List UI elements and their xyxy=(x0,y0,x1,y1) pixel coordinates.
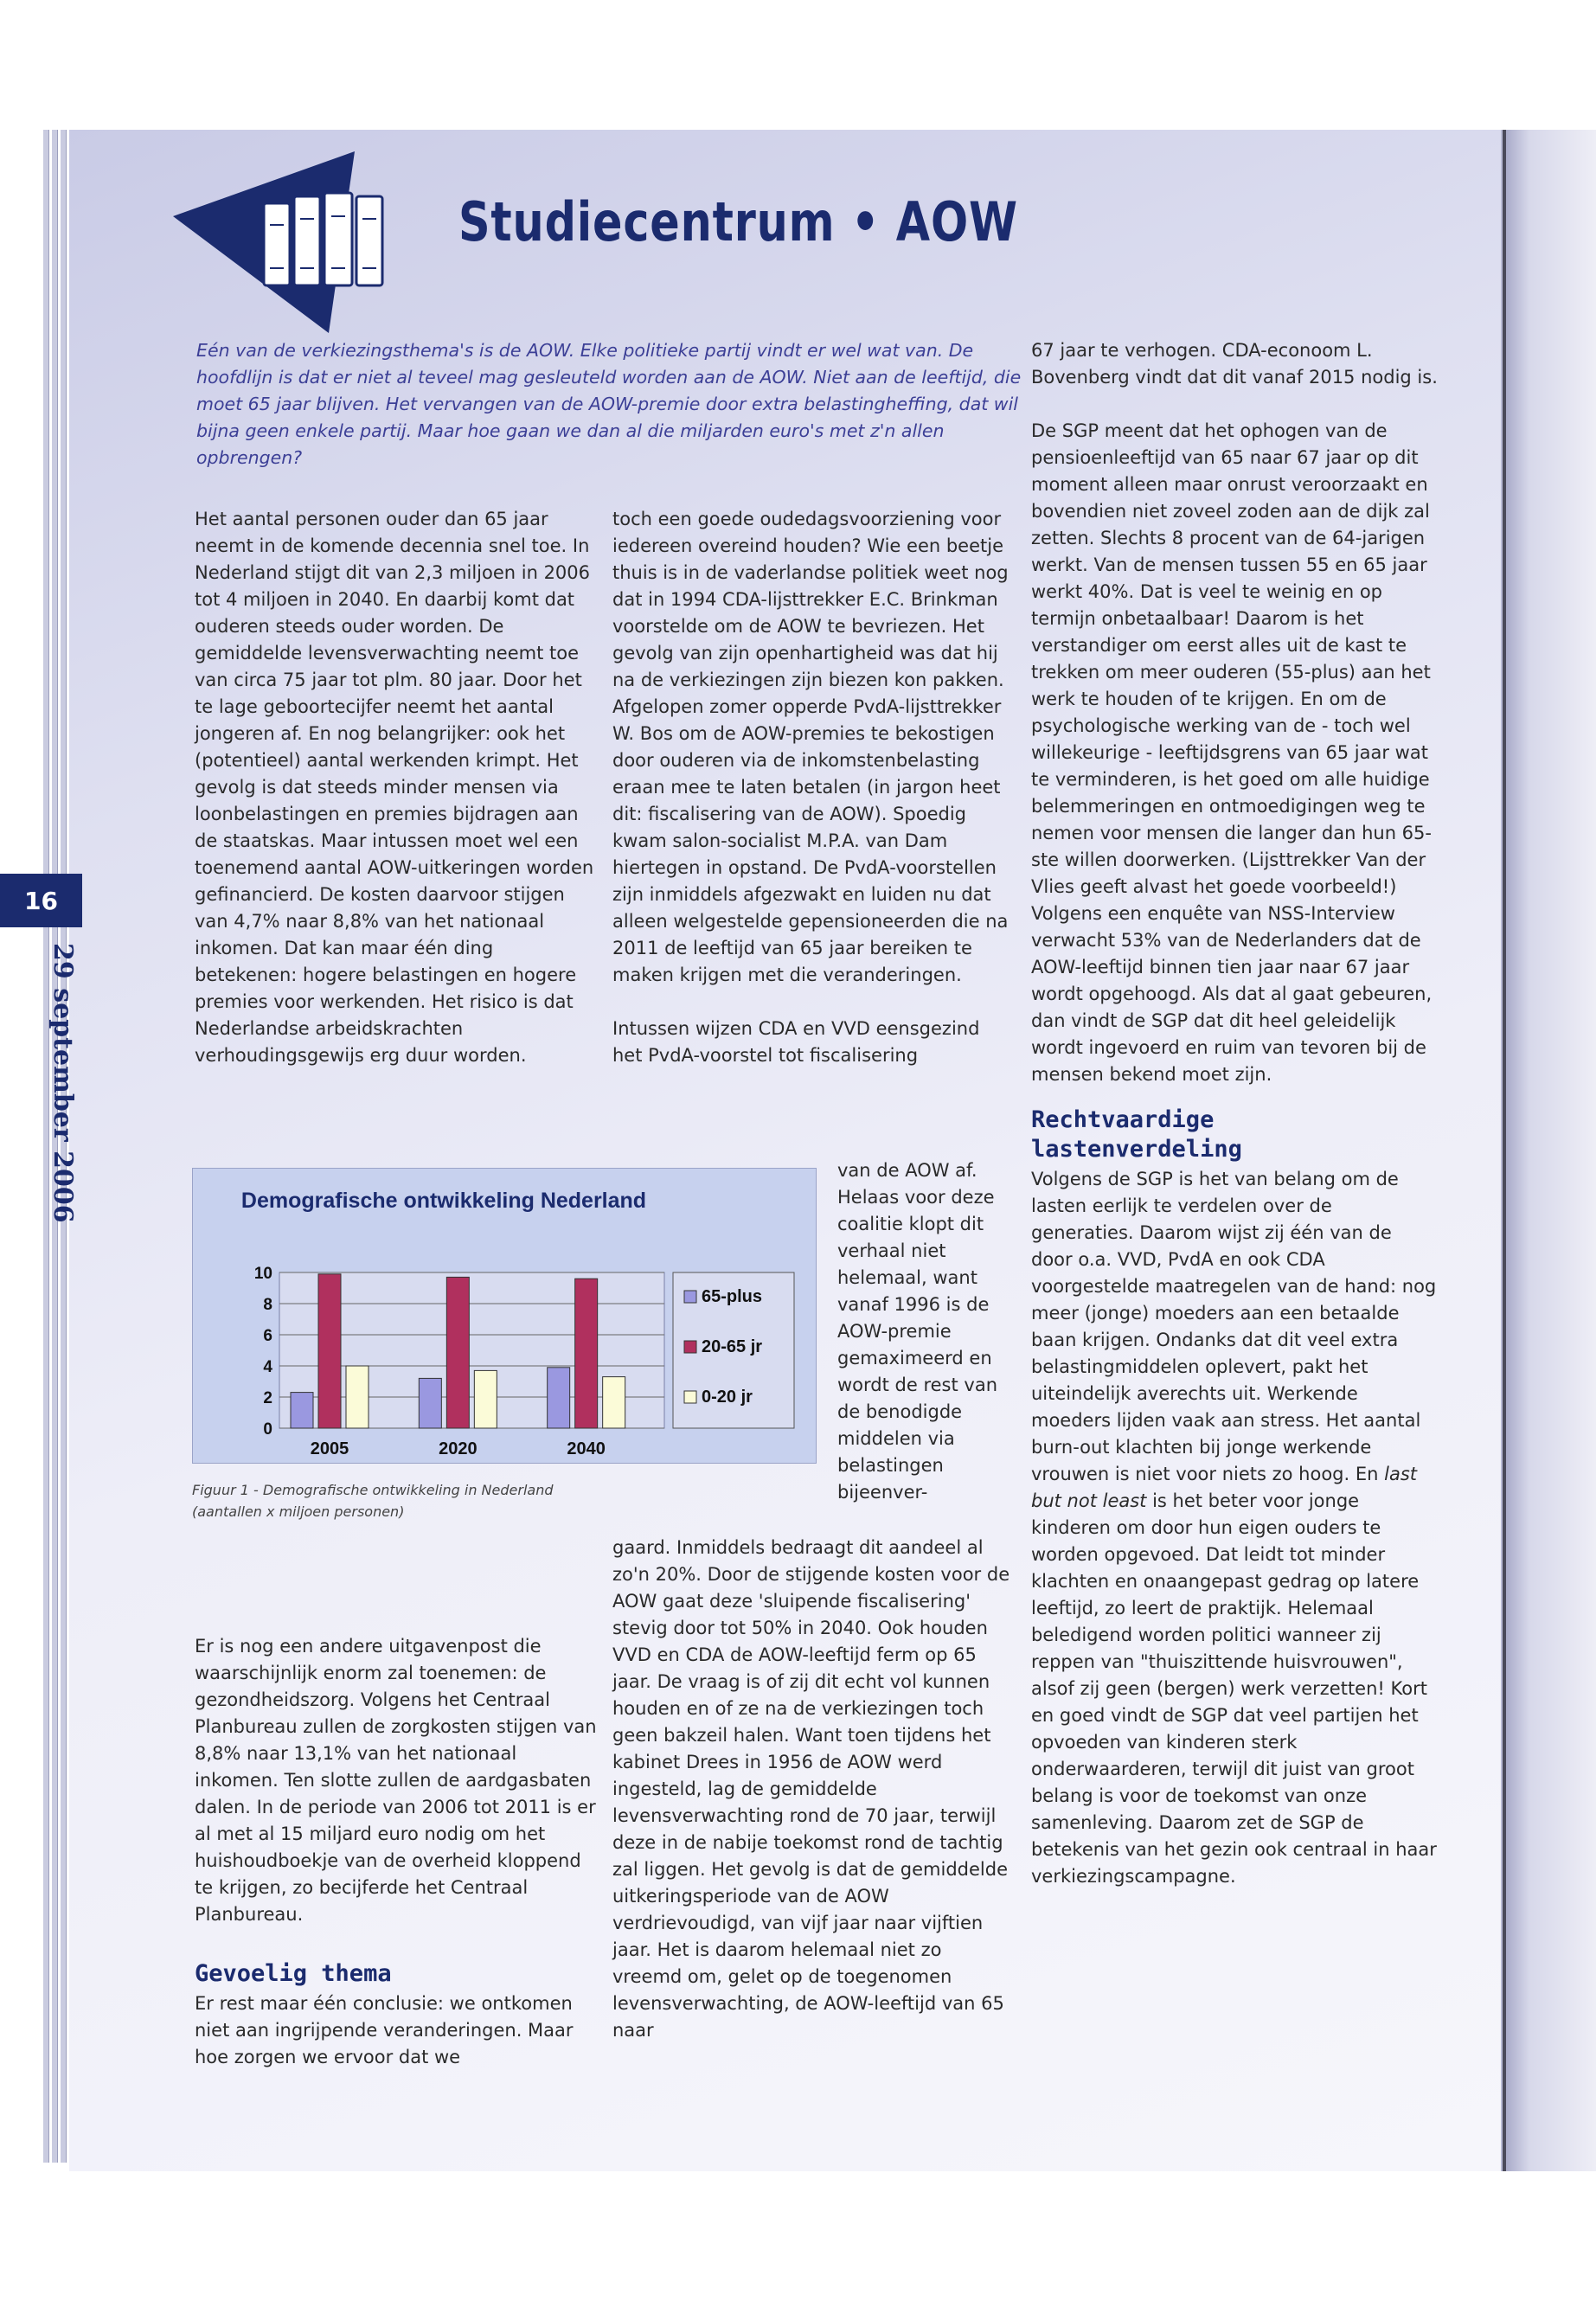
column-2-paragraph: van de AOW af. Helaas voor deze coalitie klopt dit verhaal niet helemaal, want vanaf 1996 is de AOW-premie gemaximeerd en wordt de rest van de benodigde middelen via belastingen bijeenver- xyxy=(837,1160,998,1503)
y-tick-label: 8 xyxy=(263,1296,272,1314)
y-tick-label: 0 xyxy=(263,1420,272,1439)
bar xyxy=(548,1368,570,1428)
intro-paragraph: Eén van de verkiezingsthema's is de AOW. Elke politieke partij vindt er wel wat van. De hoofdlijn is dat er niet al teveel mag gesleuteld worden aan de AOW. Niet aan de leeftijd, die moet 65 jaar blijven. Het vervangen van de AOW-premie door extra belastingheffing, dat wil bijna geen enkele partij. Maar hoe gaan we dan al die miljarden euro's met z'n allen opbrengen? xyxy=(196,340,1022,468)
text-run: is het beter voor jonge kinderen om door hun eigen ouders te worden opgevoed. Dat leidt tot minder klachten en onaangepast gedrag op latere leeftijd, zo leert de praktijk. Helemaal beledigend worden politici wanneer zij reppen van "thuiszittende huisvrouwen", alsof zij geen (bergen) werk verzetten! Kort en goed vindt de SGP dat veel partijen het opvoeden van kinderen sterk onderwaarderen, terwijl dit juist van groot belang is voor de toekomst van onze samenleving. Daarom zet de SGP de betekenis van het gezin ook centraal in haar verkiezingscampagne. xyxy=(1031,1490,1437,1887)
y-tick-label: 2 xyxy=(263,1389,272,1407)
column-1-lower xyxy=(195,1633,597,2071)
column-1-paragraph: Er rest maar één conclusie: we ontkomen niet aan ingrijpende veranderingen. Maar hoe zorgen we ervoor dat we xyxy=(195,1993,574,2067)
chart-title: Demografische ontwikkeling Nederland xyxy=(240,1189,647,1213)
bar xyxy=(419,1378,441,1428)
chart-canvas xyxy=(193,1169,816,1463)
legend-label: 65-plus xyxy=(702,1287,763,1306)
figure-caption: Figuur 1 - Demografische ontwikkeling in Nederland (aantallen x miljoen personen) xyxy=(192,1482,554,1520)
binding-shadow xyxy=(1501,130,1596,2171)
column-2-paragraph: Intussen wijzen CDA en VVD eensgezind het PvdA-voorstel tot fiscalisering xyxy=(612,1018,980,1066)
x-tick-label: 2005 xyxy=(310,1439,349,1458)
column-1-paragraph: Het aantal personen ouder dan 65 jaar neemt in de komende decennia snel toe. In Nederland stijgt dit van 2,3 miljoen in 2006 tot 4 miljoen in 2040. En daarbij komt dat ouderen steeds ouder worden. De gemiddelde levensverwachting neemt toe van circa 75 jaar tot plm. 80 jaar. Door het te lage geboortecijfer neemt het aantal jongeren af. En nog belangrijker: ook het (potentieel) aantal werkenden krimpt. Het gevolg is dat steeds minder mensen via loonbelastingen en premies bijdragen aan de staatskas. Maar intussen moet wel een toenemend aantal AOW-uitkeringen worden gefinancierd. De kosten daarvoor stijgen van 4,7% naar 8,8% van het nationaal inkomen. Dat kan maar één ding betekenen: hogere belastingen en hogere premies voor werkenden. Het risico is dat Nederlandse arbeidskrachten verhoudingsgewijs erg duur worden. xyxy=(195,509,594,1066)
issue-date-text: 29 september 2006 xyxy=(48,943,78,1223)
y-tick-label: 4 xyxy=(263,1358,272,1376)
binding-line xyxy=(1503,130,1506,2171)
demographics-chart xyxy=(192,1168,817,1464)
column-3-paragraph xyxy=(1031,1166,1438,1890)
x-tick-label: 2020 xyxy=(439,1439,478,1458)
column-2-lower xyxy=(612,1535,1015,2044)
page-title: Studiecentrum • AOW xyxy=(458,190,1018,253)
column-1 xyxy=(195,506,597,1069)
legend-swatch xyxy=(684,1291,696,1303)
y-tick-label: 10 xyxy=(253,1265,272,1283)
bar xyxy=(575,1279,598,1428)
bar xyxy=(474,1370,497,1428)
column-3-paragraph: De SGP meent dat het ophogen van de pensioenleeftijd van 65 naar 67 jaar op dit moment alleen maar onrust veroorzaakt en bovendien niet zoveel zoden aan de dijk zal zetten. Slechts 8 procent van de 64-jarigen werkt. Van de mensen tussen 55 en 65 jaar werkt 40%. Dat is veel te weinig en op termijn onbetaalbaar! Daarom is het verstandiger om eerst alles uit de kast te trekken om meer ouderen (55-plus) aan het werk te houden of te krijgen. En om de psychologische werking van de - toch wel willekeurige - leeftijdsgrens van 65 jaar wat te verminderen, is het goed om alle huidige belemmeringen en ontmoedigingen weg te nemen voor mensen die langer dan hun 65-ste willen doorwerken. (Lijsttrekker Van der Vlies geeft alvast het goede voorbeeld!) Volgens een enquête van NSS-Interview verwacht 53% van de Nederlanders dat de AOW-leeftijd binnen tien jaar naar 67 jaar wordt opgehoogd. Als dat al gaat gebeuren, dan vindt de SGP dat dit heel geleidelijk wordt ingevoerd en ruim van tevoren bij de mensen bekend moet zijn. xyxy=(1031,420,1433,1085)
page-number-tab: 16 xyxy=(0,874,82,927)
bar xyxy=(603,1377,625,1428)
bar xyxy=(318,1274,341,1428)
legend-swatch xyxy=(684,1341,696,1353)
column-1-paragraph: Er is nog een andere uitgavenpost die waarschijnlijk enorm zal toenemen: de gezondheidszorg. Volgens het Centraal Planbureau zullen de zorgkosten stijgen van 8,8% naar 13,1% van het nationaal inkomen. Ten slotte zullen de aardgasbaten dalen. In de periode van 2006 tot 2011 is er al met al 15 miljard euro nodig om het huishoudboekje van de overheid kloppend te krijgen, zo becijferde het Centraal Planbureau. xyxy=(195,1636,597,1925)
bar xyxy=(291,1393,313,1428)
column-2-paragraph: toch een goede oudedagsvoorziening voor iedereen overeind houden? Wie een beetje thuis is in de vaderlandse politiek weet nog dat in 1994 CDA-lijsttrekker E.C. Brinkman voorstelde om de AOW te bevriezen. Het gevolg van zijn openhartigheid was dat hij na de verkiezingen zijn biezen kon pakken. Afgelopen zomer opperde PvdA-lijsttrekker W. Bos om de AOW-premies te bekostigen door ouderen via de inkomstenbelasting eraan mee te laten betalen (in jargon heet dit: fiscalisering van de AOW). Spoedig kwam salon-socialist M.P.A. van Dam hiertegen in opstand. De PvdA-voorstellen zijn inmiddels afgezwakt en luiden nu dat alleen welgestelde gepensioneerden die na 2011 de leeftijd van 65 jaar bereiken te maken krijgen met die veranderingen. xyxy=(612,509,1009,985)
x-tick-label: 2040 xyxy=(567,1439,606,1458)
column-2-paragraph: gaard. Inmiddels bedraagt dit aandeel al zo'n 20%. Door de stijgende kosten voor de AOW gaat deze 'sluipende fiscalisering' stevig door tot 50% in 2040. Ook houden VVD en CDA de AOW-leeftijd ferm op 65 jaar. De vraag is of zij dit echt vol kunnen houden en of ze na de verkiezingen toch geen bakzeil halen. Want toen tijdens het kabinet Drees in 1956 de AOW werd ingesteld, lag de gemiddelde levensverwachting rond de 70 jaar, terwijl deze in de nabije toekomst rond de tachtig zal liggen. Het gevolg is dat de gemiddelde uitkeringsperiode van de AOW verdrievoudigd, van vijf jaar naar vijftien jaar. Het is daarom helemaal niet zo vreemd om, gelet op de toegenomen levensverwachting, de AOW-leeftijd van 65 naar xyxy=(612,1537,1010,2041)
section-heading: Gevoelig thema xyxy=(195,1960,392,1987)
issue-date xyxy=(48,943,83,1341)
legend-label: 0-20 jr xyxy=(702,1388,753,1407)
bar xyxy=(446,1277,469,1428)
legend-label: 20-65 jr xyxy=(702,1337,763,1356)
bar xyxy=(346,1366,369,1428)
column-2-wrap xyxy=(837,1157,1015,1506)
text-run-italic: last but not least xyxy=(1031,1464,1417,1511)
legend-swatch xyxy=(684,1391,696,1403)
text-run: Volgens de SGP is het van belang om de lasten eerlijk te verdelen over de generaties. Daarom wijst zij één van de door o.a. VVD, PvdA en ook CDA voorgestelde maatregelen van de hand: nog meer (jonge) moeders aan een betaalde baan krijgen. Ondanks dat dit veel extra belastingmiddelen oplevert, pakt het uiteindelijk averechts uit. Werkende moeders lijden vaak aan stress. Het aantal burn-out klachten bij jonge werkende vrouwen is niet voor niets zo hoog. En xyxy=(1031,1169,1437,1484)
section-heading: Rechtvaardige lastenverdeling xyxy=(1031,1106,1242,1163)
books-logo-icon xyxy=(173,143,467,342)
column-3 xyxy=(1031,337,1438,1890)
y-tick-label: 6 xyxy=(263,1327,272,1345)
column-3-paragraph: 67 jaar te verhogen. CDA-econoom L. Bovenberg vindt dat dit vanaf 2015 nodig is. xyxy=(1031,340,1438,388)
column-2 xyxy=(612,506,1015,1069)
magazine-page xyxy=(69,130,1501,2171)
